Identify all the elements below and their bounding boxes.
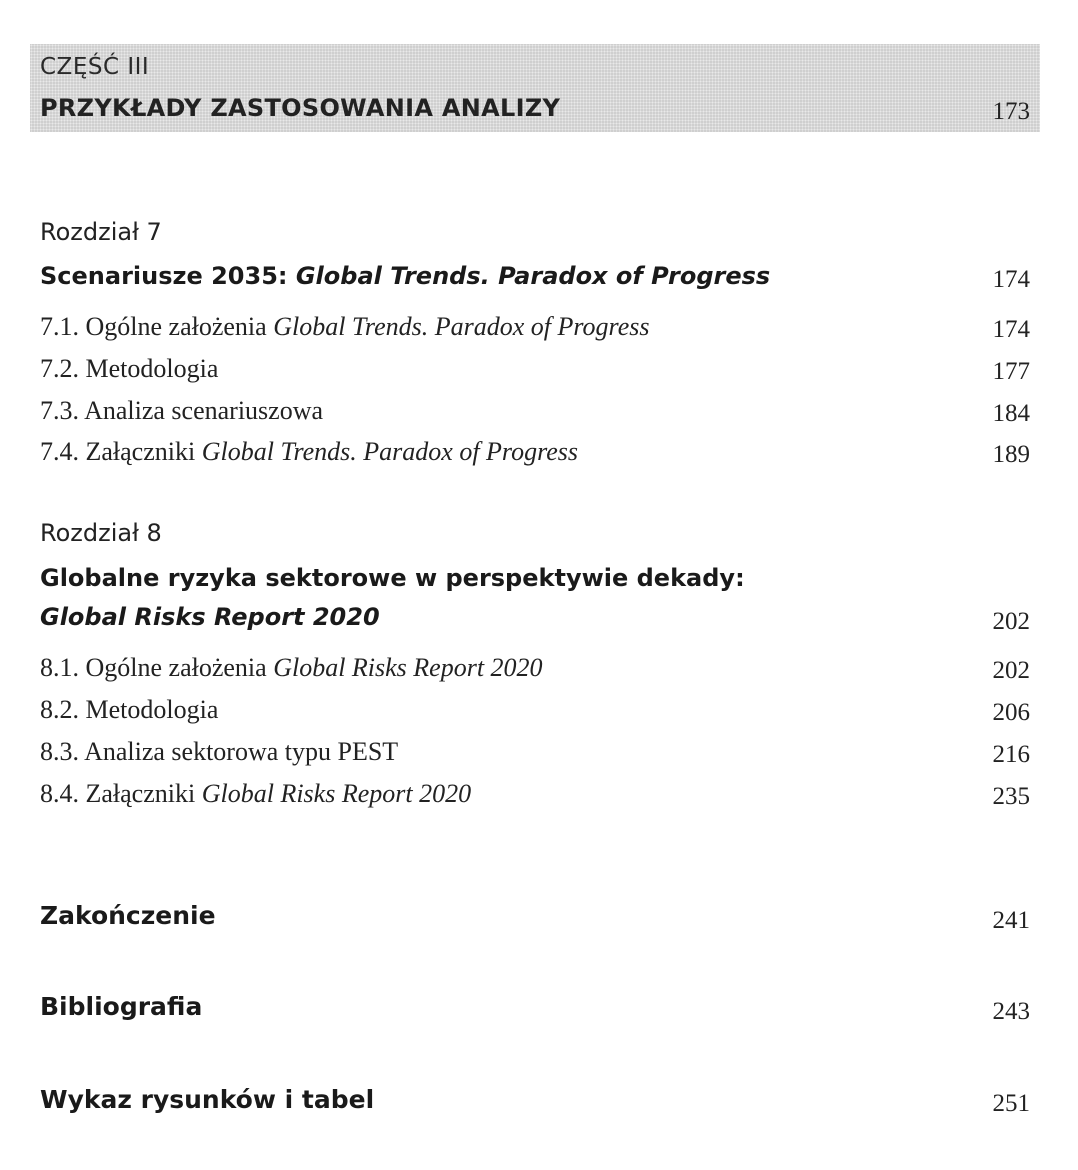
- section-text: Ogólne założenia: [85, 653, 267, 682]
- toc-entry-8-1[interactable]: [40, 653, 543, 683]
- toc-entry-7-4[interactable]: [40, 437, 578, 467]
- section-number: 7.1.: [40, 312, 79, 341]
- section-text: Metodologia: [85, 354, 219, 383]
- back-matter-bibliografia-page: 243: [992, 998, 1030, 1025]
- toc-entry-7-2[interactable]: [40, 354, 218, 384]
- back-matter-zakonczenie[interactable]: Zakończenie: [40, 901, 216, 930]
- toc-page-7-4: 189: [992, 441, 1030, 468]
- toc-entry-7-1[interactable]: [40, 312, 649, 342]
- back-matter-wykaz-page: 251: [992, 1090, 1030, 1117]
- part-label: CZĘŚĆ III: [40, 54, 150, 80]
- section-text: Metodologia: [85, 695, 219, 724]
- chapter-7-title: [40, 262, 770, 290]
- toc-page-8-4: 235: [992, 783, 1030, 810]
- section-number: 8.3.: [40, 737, 79, 766]
- section-text: Ogólne założenia: [85, 312, 267, 341]
- back-matter-zakonczenie-page: 241: [992, 907, 1030, 934]
- chapter-8-title-italic: Global Risks Report 2020: [40, 603, 380, 631]
- back-matter-wykaz[interactable]: Wykaz rysunków i tabel: [40, 1085, 375, 1114]
- chapter-8-page: 202: [992, 608, 1030, 635]
- part-title: PRZYKŁADY ZASTOSOWANIA ANALIZY: [40, 94, 561, 122]
- chapter-8-title-line1: Globalne ryzyka sektorowe w perspektywie dekady:: [40, 564, 745, 592]
- section-number: 7.4.: [40, 437, 79, 466]
- section-text: Załączniki: [85, 437, 196, 466]
- toc-entry-7-3[interactable]: [40, 396, 323, 426]
- toc-page-7-1: 174: [992, 316, 1030, 343]
- toc-page-8-2: 206: [992, 699, 1030, 726]
- toc-entry-8-2[interactable]: [40, 695, 218, 725]
- toc-page-7-3: 184: [992, 400, 1030, 427]
- section-italic: Global Risks Report 2020: [201, 779, 472, 808]
- back-matter-bibliografia[interactable]: Bibliografia: [40, 992, 203, 1021]
- section-text: Analiza scenariuszowa: [84, 396, 324, 425]
- section-number: 8.1.: [40, 653, 79, 682]
- toc-entry-8-3[interactable]: [40, 737, 398, 767]
- chapter-7-title-plain: Scenariusze 2035:: [40, 262, 296, 290]
- chapter-7-page: 174: [992, 266, 1030, 293]
- part-page-number: 173: [992, 98, 1030, 125]
- toc-page-8-1: 202: [992, 657, 1030, 684]
- toc-page-7-2: 177: [992, 358, 1030, 385]
- chapter-8-title-line2: [40, 603, 380, 631]
- section-text: Załączniki: [85, 779, 196, 808]
- chapter-7-label: Rozdział 7: [40, 218, 162, 246]
- section-italic: Global Trends. Paradox of Progress: [273, 312, 650, 341]
- chapter-7-title-italic: Global Trends. Paradox of Progress: [295, 262, 771, 290]
- section-number: 7.3.: [40, 396, 79, 425]
- section-text: Analiza sektorowa typu PEST: [84, 737, 399, 766]
- toc-page-8-3: 216: [992, 741, 1030, 768]
- section-number: 8.2.: [40, 695, 79, 724]
- toc-entry-8-4[interactable]: [40, 779, 471, 809]
- section-italic: Global Trends. Paradox of Progress: [201, 437, 579, 466]
- chapter-8-label: Rozdział 8: [40, 519, 162, 547]
- section-number: 7.2.: [40, 354, 79, 383]
- section-italic: Global Risks Report 2020: [273, 653, 543, 682]
- section-number: 8.4.: [40, 779, 79, 808]
